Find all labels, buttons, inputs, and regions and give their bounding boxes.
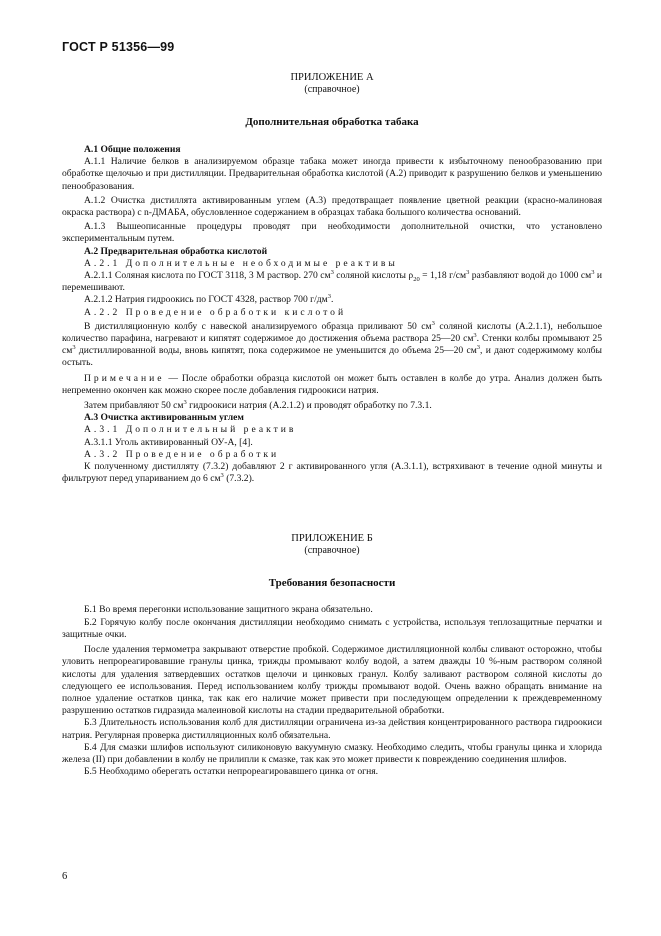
paragraph-charcoal-treatment: К полученному дистилляту (7.3.2) добавляют 2 г активированного угля (А.3.1.1), встряхивают в течение одной минуты и фильтруют перед упариванием до 6 $см^3$ (7.3.2). <box>62 461 602 485</box>
heading-a1: А.1 Общие положения <box>84 144 181 155</box>
note-label: Примечание <box>84 372 165 384</box>
note-paragraph: Примечание — После обработки образца кислотой он может быть оставлен в колбе до утра. Анализ должен быть непременно окончен как можно скорее после добавления гидроокиси натрия. <box>62 372 602 396</box>
appendix-a-subtitle: (справочное) <box>304 84 360 95</box>
appendix-b-subtitle: (справочное) <box>304 545 360 557</box>
paragraph-b4: Б.4 Для смазки шлифов используют силиконовую вакуумную смазку. Необходимо следить, чтобы гранулы цинка и хлорида железа (II) при добавлении в колбу не прилипли к смазке, так как это может привести к повреждению соединения шлифов. <box>62 741 602 765</box>
paragraph-b5: Б.5 Необходимо оберегать остатки непрореагировавшего цинка от огня. <box>84 766 379 778</box>
paragraph-a211: А.2.1.1 Соляная кислота по ГОСТ 3118, 3 М раствор. 270 $см^3$ соляной кислоты $\rho_{20} = 1,18$ $г/см^3$ разбавляют водой до 1000 $см^3$ и перемешивают. <box>62 268 602 294</box>
page-content <box>62 72 602 778</box>
appendix-a-title: ПРИЛОЖЕНИЕ А <box>290 72 374 83</box>
page-number: 6 <box>62 871 68 882</box>
paragraph-sodium-hydroxide: Затем прибавляют 50 $см^3$ гидроокиси натрия (А.2.1.2) и проводят обработку по 7.3.1. <box>84 398 432 412</box>
standard-code-header: ГОСТ Р 51356—99 <box>62 40 175 54</box>
paragraph-a11: А.1.1 Наличие белков в анализируемом образце табака может иногда привести к избыточному пенообразованию при обработке щелочью и при дистилляции. Предварительная обработка кислотой (А.2) приводит к разрушению белков и уменьшению пенообразования. <box>62 156 602 192</box>
paragraph-a31: А.3.1 Дополнительный реактив <box>84 424 297 436</box>
paragraph-a22: А.2.2 Проведение обработки кислотой <box>84 306 347 318</box>
appendix-b-title: ПРИЛОЖЕНИЕ Б <box>291 533 373 545</box>
paragraph-a32: А.3.2 Проведение обработки <box>84 448 280 460</box>
paragraph-a21: А.2.1 Дополнительные необходимые реактивы <box>84 257 398 269</box>
appendix-a-section-title: Дополнительная обработка табака <box>245 116 419 128</box>
heading-a2: А.2 Предварительная обработка кислотой <box>84 245 268 257</box>
paragraph-a311: А.3.1.1 Уголь активированный ОУ-А, [4]. <box>84 436 253 448</box>
heading-a3: А.3 Очистка активированным углем <box>84 412 244 424</box>
paragraph-b3: Б.3 Длительность использования колб для дистилляции ограничена из-за действия концентрированного раствора гидроокиси натрия. Регулярная проверка дистилляционных колб обязательна. <box>62 717 602 741</box>
paragraph-acid-treatment: В дистилляционную колбу с навеской анализируемого образца приливают 50 $см^3$ соляной кислоты (А.2.1.1), небольшое количество парафина, нагревают и кипятят содержимое до достижения объема раствора 25—20 $см^3$. Стенки колбы промывают 25 $см^3$ дистиллированной воды, вновь кипятят, пока содержимое не уменьшится до объема 25—20 $см^3$, и дают содержимому колбы остыть. <box>62 319 603 369</box>
paragraph-b2: Б.2 Горячую колбу после окончания дистилляции необходимо снимать с устройства, используя теплозащитные перчатки и защитные очки. <box>62 616 602 640</box>
paragraph-b1: Б.1 Во время перегонки использование защитного экрана обязательно. <box>84 604 373 616</box>
paragraph-a212: А.2.1.2 Натрия гидроокись по ГОСТ 4328, раствор 700 $г/дм^3$. <box>84 293 334 306</box>
paragraph-a13: А.1.3 Вышеописанные процедуры проводят при необходимости дополнительной очистки, что установлено экспериментальным путем. <box>62 221 602 245</box>
paragraph-a12: А.1.2 Очистка дистиллята активированным углем (А.3) предотвращает появление цветной реакции (красно-малиновая окраска раствора) с n-ДМАБА, обусловленное содержанием в образцах табака большого количества оснований. <box>62 194 602 219</box>
paragraph-b2-continued: После удаления термометра закрывают отверстие пробкой. Содержимое дистилляционной колбы сливают осторожно, чтобы уловить непрореагировавшие гранулы цинка, трижды промывают колбу водой, а затем дважды 10 %-ным раствором соляной кислоты для удаления затвердевших остатков щелочи и цинковых гранул. Колбу заливают раствором соляной кислоты до следующего ее использования. Перед использованием колбу трижды промывают водой. Очень важно обращать внимание на полное удаление остатков цинка, так как его наличие может привести при последующем определении к преждевременному разрушению остатков гидразида малеиновой кислоты на стадии предварительной обработки. <box>62 644 602 717</box>
appendix-b-section-title: Требования безопасности <box>268 577 396 590</box>
